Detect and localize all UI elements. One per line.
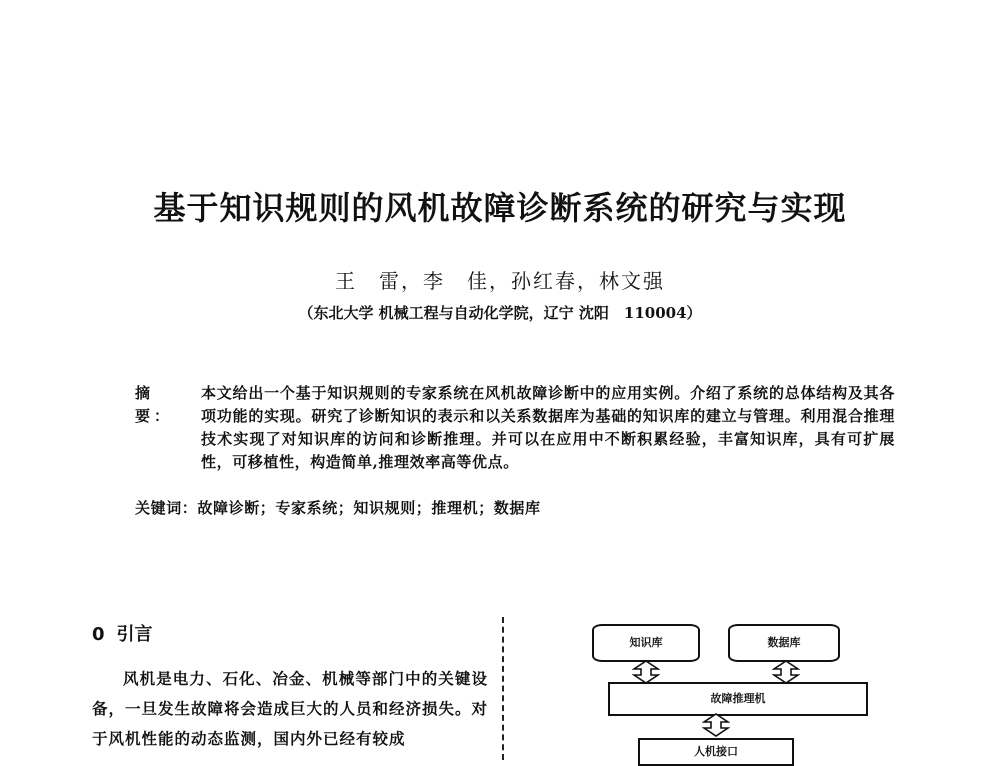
column-divider <box>502 617 504 760</box>
keywords-text: 故障诊断；专家系统；知识规则；推理机；数据库 <box>197 499 541 517</box>
section-heading <box>92 620 488 646</box>
abstract-text: 本文给出一个基于知识规则的专家系统在风机故障诊断中的应用实例。介绍了系统的总体结构及其各项功能的实现。研究了诊断知识的表示和以关系数据库为基础的知识库的建立与管理。利用混合推理技术实现了对知识库的访问和诊断推理。并可以在应用中不断积累经验，丰富知识库，具有可扩展性，可移植性，构造简单,推理效率高等优点。 <box>201 384 895 471</box>
inference-engine-node: 故障推理机 <box>608 682 868 716</box>
paper-title: 基于知识规则的风机故障诊断系统的研究与实现 <box>153 189 847 227</box>
database-node: 数据库 <box>728 624 840 662</box>
hci-node: 人机接口 <box>638 738 794 766</box>
double-arrow-icon <box>772 660 800 684</box>
knowledge-base-node: 知识库 <box>592 624 700 662</box>
affiliation: （东北大学 机械工程与自动化学院，辽宁 沈阳 110004） <box>298 304 702 322</box>
double-arrow-icon <box>702 713 730 737</box>
left-column <box>92 620 488 754</box>
section-title: 引言 <box>116 624 153 645</box>
system-diagram <box>586 612 886 760</box>
abstract-label: 摘 要： <box>135 384 174 425</box>
keywords <box>135 497 895 518</box>
authors: 王 雷，李 佳，孙红春，林文强 <box>335 269 665 293</box>
double-arrow-icon <box>632 660 660 684</box>
keywords-label: 关键词： <box>135 499 198 517</box>
section-body: 风机是电力、石化、冶金、机械等部门中的关键设备，一旦发生故障将会造成巨大的人员和经济损失。对于风机性能的动态监测，国内外已经有较成 <box>92 669 489 748</box>
section-number: 0 <box>92 624 105 645</box>
abstract <box>135 382 895 474</box>
